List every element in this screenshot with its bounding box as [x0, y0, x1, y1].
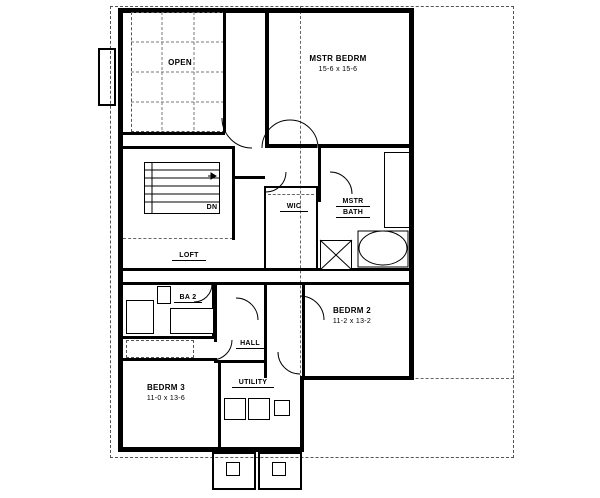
wall-landing-right [232, 146, 235, 240]
room-label-ba2: BA 2 [174, 294, 202, 303]
room-label-utility: UTILITY [232, 379, 274, 388]
room-label-mstr-bath: MSTR [336, 198, 370, 207]
room-dim-mstr-bedrm: 15-6 x 15-6 [318, 66, 358, 73]
ba2-toilet [157, 286, 171, 304]
mbath-vanity-counter [384, 152, 410, 228]
utility-dryer [248, 398, 270, 420]
exterior-wall-left-lower [118, 280, 123, 452]
wall-segment-upper-left [123, 132, 225, 135]
wall-master-bottom [265, 144, 317, 148]
utility-washer [224, 398, 246, 420]
bay-window-left [98, 48, 116, 106]
room-label-wic: WIC [280, 203, 308, 212]
ba2-tub [126, 300, 154, 334]
wall-stair-top [123, 146, 233, 149]
utility-sink [274, 400, 290, 416]
wic-enclosure [264, 186, 318, 270]
wall-bedrm2-left [302, 282, 305, 378]
exterior-wall-left-upper [118, 8, 123, 280]
wall-utility-left [218, 363, 221, 447]
wall-bedrm3-top [123, 358, 217, 361]
ba2-vanity [170, 308, 214, 334]
room-label-mstr-bedrm: MSTR BEDRM [309, 54, 367, 63]
wall-bedrm2-top [265, 282, 414, 285]
room-label-mstr-bath-2: BATH [336, 209, 370, 218]
wall-mbath-left [318, 148, 321, 202]
room-dim-bedrm2: 11-2 x 13-2 [332, 318, 372, 325]
room-label-open: OPEN [168, 58, 192, 67]
room-label-bedrm2: BEDRM 2 [332, 306, 372, 315]
stair-direction-label: DN [206, 204, 218, 211]
wall-ba2-bottom [123, 336, 215, 339]
wall-master-bottom-right [318, 144, 414, 148]
wall-ba2-top [123, 282, 265, 285]
wall-hall-bottom [214, 360, 266, 363]
exterior-wall-right-lower-return [300, 376, 414, 380]
open-area-grid [131, 12, 225, 132]
bedrm3-closet-dashed [126, 340, 194, 358]
porch-column-right [272, 462, 286, 476]
room-label-loft: LOFT [172, 252, 206, 261]
wall-master-left [265, 8, 269, 148]
porch-column-left [226, 462, 240, 476]
wall-hall-right [264, 282, 267, 378]
room-dim-bedrm3: 11-0 x 13-6 [146, 395, 186, 402]
mbath-shower [320, 240, 352, 270]
wall-wic-hall-top [235, 176, 265, 179]
wall-loft-bottom [123, 268, 265, 271]
wall-hall-left [214, 282, 217, 342]
exterior-wall-right-lower-vert [300, 376, 304, 452]
wall-stub-open-right [223, 12, 226, 132]
room-label-bedrm3: BEDRM 3 [146, 383, 186, 392]
loft-dashed-edge [123, 238, 233, 239]
wic-shelf [268, 194, 314, 195]
room-label-hall: HALL [236, 340, 264, 349]
